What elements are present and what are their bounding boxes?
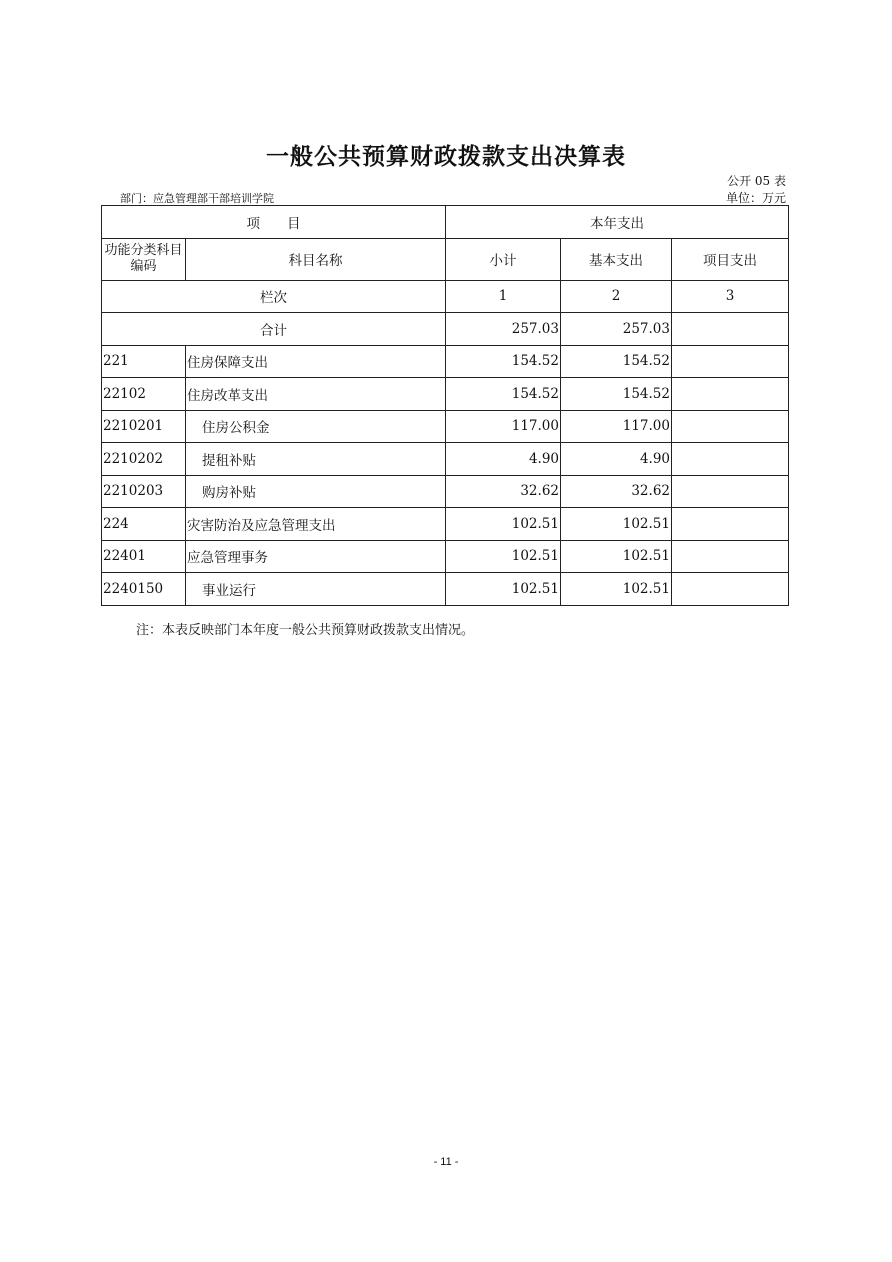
row-code: 224 [102,508,186,541]
row-name: 住房保障支出 [186,345,446,378]
row-subtotal: 154.52 [446,378,561,411]
row-code: 22102 [102,378,186,411]
page-title: 一般公共预算财政拨款支出决算表 [266,144,626,170]
unit-label: 单位：万元 [725,191,786,205]
row-project [672,345,789,378]
row-name: 住房改革支出 [186,378,446,411]
form-number: 公开 05 表 [727,174,786,188]
table-row [102,345,789,378]
table-row [102,573,789,606]
row-subtotal: 4.90 [446,443,561,476]
row-basic: 117.00 [561,410,672,443]
row-code: 221 [102,345,186,378]
total-row [102,313,789,346]
header-project: 项目支出 [672,238,789,280]
total-subtotal: 257.03 [446,313,561,346]
total-project [672,313,789,346]
row-project [672,573,789,606]
header-item: 项 目 [102,206,446,239]
row-name: 住房公积金 [186,410,446,443]
row-name: 事业运行 [186,573,446,606]
budget-table [101,205,789,606]
column-number-3: 3 [672,280,789,313]
column-number-1: 1 [446,280,561,313]
header-row-columns [102,238,789,280]
row-basic: 4.90 [561,443,672,476]
column-number-2: 2 [561,280,672,313]
row-subtotal: 117.00 [446,410,561,443]
row-code: 22401 [102,540,186,573]
table-row [102,508,789,541]
row-basic: 32.62 [561,475,672,508]
row-basic: 154.52 [561,345,672,378]
row-code: 2210202 [102,443,186,476]
table-row [102,540,789,573]
column-label: 栏次 [102,280,446,313]
total-label: 合计 [102,313,446,346]
row-basic: 102.51 [561,508,672,541]
table-row [102,410,789,443]
table-row [102,378,789,411]
header-name: 科目名称 [186,238,446,280]
row-code: 2240150 [102,573,186,606]
row-subtotal: 154.52 [446,345,561,378]
footnote: 注：本表反映部门本年度一般公共预算财政拨款支出情况。 [136,623,475,638]
row-name: 灾害防治及应急管理支出 [186,508,446,541]
table-row [102,443,789,476]
row-project [672,475,789,508]
row-project [672,378,789,411]
row-name: 应急管理事务 [186,540,446,573]
row-code: 2210201 [102,410,186,443]
row-name: 提租补贴 [186,443,446,476]
total-basic: 257.03 [561,313,672,346]
row-project [672,508,789,541]
department-label: 部门：应急管理部干部培训学院 [120,192,274,205]
table-row [102,475,789,508]
header-basic: 基本支出 [561,238,672,280]
header-code: 功能分类科目编码 [102,238,186,280]
row-project [672,443,789,476]
header-row-top [102,206,789,239]
row-basic: 102.51 [561,540,672,573]
row-subtotal: 32.62 [446,475,561,508]
row-subtotal: 102.51 [446,540,561,573]
header-subtotal: 小计 [446,238,561,280]
row-subtotal: 102.51 [446,573,561,606]
row-name: 购房补贴 [186,475,446,508]
column-number-row [102,280,789,313]
row-subtotal: 102.51 [446,508,561,541]
header-current-year: 本年支出 [446,206,789,239]
row-project [672,410,789,443]
row-code: 2210203 [102,475,186,508]
row-basic: 154.52 [561,378,672,411]
row-basic: 102.51 [561,573,672,606]
row-project [672,540,789,573]
page-number: - 11 - [433,1156,459,1168]
